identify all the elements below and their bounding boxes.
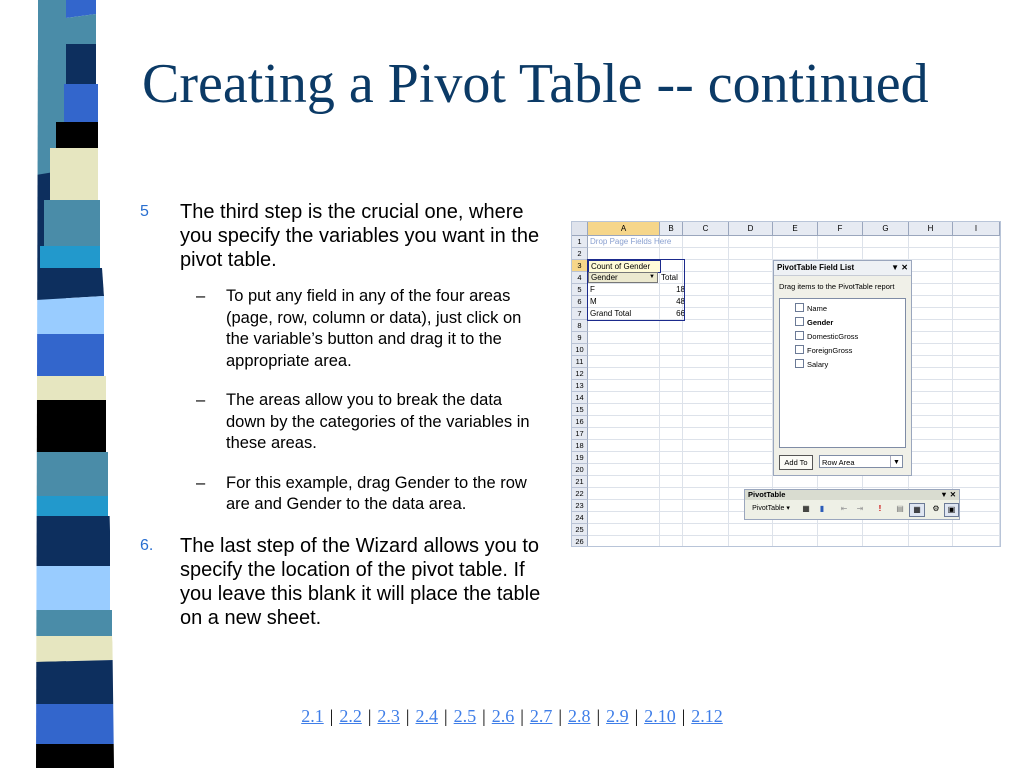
include-hidden-items-icon[interactable]: ▤ xyxy=(896,504,904,513)
gridline xyxy=(588,523,1000,524)
excel-screenshot xyxy=(571,221,1001,547)
stripe xyxy=(66,14,96,44)
bullet-number: 5 xyxy=(140,203,149,220)
dash-marker: – xyxy=(196,391,206,409)
row-header[interactable]: 18 xyxy=(572,440,588,452)
show-field-list-icon[interactable]: ▣ xyxy=(944,503,959,517)
stripe xyxy=(36,296,104,334)
column-header[interactable]: G xyxy=(863,222,909,236)
stripe xyxy=(36,566,110,610)
slide-content xyxy=(140,200,545,644)
stripe xyxy=(50,148,98,200)
column-header[interactable]: D xyxy=(729,222,773,236)
page-link[interactable]: 2.10 xyxy=(644,706,676,726)
sub-bullet-text: To put any field in any of the four areas (page, row, column or data), just click on the variable’s button and drag it to the appropriate area. xyxy=(226,287,522,370)
field-settings-icon[interactable]: ⚙ xyxy=(932,504,940,513)
stripe xyxy=(36,744,114,768)
close-icon[interactable]: ▼ ✕ xyxy=(891,263,908,272)
column-header[interactable]: F xyxy=(818,222,863,236)
row-header[interactable]: 15 xyxy=(572,404,588,416)
page-link[interactable]: 2.8 xyxy=(567,706,591,726)
column-header[interactable]: I xyxy=(953,222,1000,236)
pivot-table-outline xyxy=(587,259,685,321)
chart-wizard-icon[interactable]: ▮ xyxy=(819,504,825,513)
row-header[interactable]: 6 xyxy=(572,296,588,308)
row-header[interactable]: 1 xyxy=(572,236,588,248)
grand-total-label: Grand Total xyxy=(590,309,632,318)
close-icon[interactable]: ▼ ✕ xyxy=(940,490,956,499)
column-header[interactable]: B xyxy=(660,222,683,236)
row-header[interactable]: 2 xyxy=(572,248,588,260)
stripe xyxy=(36,400,106,452)
toolbar-titlebar[interactable] xyxy=(745,490,959,500)
row-header[interactable]: 26 xyxy=(572,536,588,547)
stripe xyxy=(66,44,96,84)
stripe xyxy=(64,84,98,122)
stripe xyxy=(0,0,38,60)
stripe xyxy=(36,334,104,376)
row-header[interactable]: 8 xyxy=(572,320,588,332)
row-header[interactable]: 19 xyxy=(572,452,588,464)
field-item[interactable] xyxy=(795,345,852,356)
row-label-f: F xyxy=(590,285,595,294)
stripe xyxy=(0,0,38,768)
stripe xyxy=(36,452,108,496)
drop-page-fields-area[interactable]: Drop Page Fields Here xyxy=(590,237,672,246)
select-all-corner[interactable] xyxy=(572,222,588,236)
row-header[interactable]: 14 xyxy=(572,392,588,404)
field-item[interactable] xyxy=(795,317,833,328)
pagination-separator: | xyxy=(558,706,562,726)
slide-title: Creating a Pivot Table -- continued xyxy=(142,53,929,115)
row-header[interactable]: 20 xyxy=(572,464,588,476)
row-header[interactable]: 11 xyxy=(572,356,588,368)
row-label-m: M xyxy=(590,297,597,306)
pagination-separator: | xyxy=(681,706,686,726)
field-label: Name xyxy=(807,304,828,313)
page-link[interactable]: 2.9 xyxy=(606,706,629,726)
stripe xyxy=(44,200,100,246)
sub-bullet xyxy=(140,286,545,372)
chevron-down-icon[interactable]: ▼ xyxy=(890,456,902,467)
stripe xyxy=(36,376,106,400)
row-header[interactable]: 3 xyxy=(572,260,588,272)
column-header[interactable]: A xyxy=(588,222,660,236)
field-checkbox-icon xyxy=(795,359,804,368)
page-link[interactable]: 2.7 xyxy=(529,706,553,726)
always-display-items-icon[interactable]: ▦ xyxy=(909,503,925,517)
pagination-separator: | xyxy=(520,706,524,726)
row-field-label: Gender xyxy=(591,273,618,282)
bullet-text: The last step of the Wizard allows you to specify the location of the pivot table. If you leave this blank it will place the table on a new sheet. xyxy=(180,534,541,629)
pagination-separator: | xyxy=(482,706,486,726)
field-item[interactable] xyxy=(795,331,858,342)
bullet-number: 6. xyxy=(140,536,154,554)
dash-marker: – xyxy=(196,287,206,305)
sub-bullet-text: The areas allow you to break the data down by the categories of the variables in these areas. xyxy=(226,391,530,452)
dash-marker: – xyxy=(196,473,206,492)
pagination-separator: | xyxy=(367,706,372,726)
sub-bullet xyxy=(140,390,545,455)
grand-total-value: 66 xyxy=(676,309,685,318)
total-header: Total xyxy=(661,273,678,282)
row-header[interactable]: 12 xyxy=(572,368,588,380)
row-header[interactable]: 7 xyxy=(572,308,588,320)
gridline xyxy=(588,487,1000,488)
field-list-instruction: Drag items to the PivotTable report xyxy=(779,282,895,291)
field-item[interactable] xyxy=(795,303,827,314)
field-checkbox-icon xyxy=(795,345,804,354)
bullet-step-5 xyxy=(140,200,545,272)
refresh-data-icon[interactable]: ! xyxy=(878,504,882,513)
page-link[interactable]: 2.3 xyxy=(377,706,400,726)
page-link[interactable]: 2.6 xyxy=(491,706,515,726)
row-header[interactable]: 4 xyxy=(572,272,588,284)
pagination-separator: | xyxy=(329,706,334,726)
page-link[interactable]: 2.1 xyxy=(301,706,324,726)
row-header[interactable]: 21 xyxy=(572,476,588,488)
stripe xyxy=(40,246,100,268)
row-header[interactable]: 17 xyxy=(572,428,588,440)
value-m: 48 xyxy=(676,297,685,306)
row-header[interactable]: 5 xyxy=(572,284,588,296)
pivottable-field-list-panel xyxy=(773,260,912,476)
field-list-titlebar[interactable] xyxy=(774,261,911,276)
decorative-stripe-band xyxy=(0,0,140,768)
stripe xyxy=(36,496,108,516)
field-label: Salary xyxy=(807,360,829,369)
stripe xyxy=(36,660,114,704)
show-detail-icon[interactable]: ⇥ xyxy=(856,504,864,513)
area-select[interactable] xyxy=(819,455,903,468)
gridline xyxy=(588,247,1000,248)
toolbar-buttons xyxy=(747,502,957,517)
value-f: 18 xyxy=(676,285,685,294)
stripe xyxy=(36,268,104,300)
field-item[interactable] xyxy=(795,359,828,370)
sub-bullet-text: For this example, drag Gender to the row are and Gender to the data area. xyxy=(226,473,527,513)
field-checkbox-icon xyxy=(795,317,804,326)
field-label: Gender xyxy=(807,318,834,327)
pivottable-toolbar xyxy=(744,489,960,520)
page-link[interactable]: 2.2 xyxy=(339,706,362,726)
field-list-items xyxy=(779,298,906,448)
count-of-gender-button[interactable]: Count of Gender xyxy=(588,260,661,273)
gridline xyxy=(588,535,1000,536)
page-link[interactable]: 2.12 xyxy=(691,706,723,726)
row-header[interactable]: 13 xyxy=(572,380,588,392)
bullet-text: The third step is the crucial one, where you specify the variables you want in the pivot table. xyxy=(180,201,540,271)
stripe xyxy=(56,122,98,148)
field-label: DomesticGross xyxy=(807,332,859,341)
field-list-title: PivotTable Field List xyxy=(777,263,855,272)
stripe xyxy=(36,516,110,566)
pagination-separator: | xyxy=(596,706,601,726)
page-link[interactable]: 2.5 xyxy=(453,706,477,726)
pagination-separator: | xyxy=(405,706,410,726)
field-label: ForeignGross xyxy=(807,346,853,355)
pagination-separator: | xyxy=(634,706,639,726)
chevron-down-icon[interactable]: ▼ xyxy=(649,274,655,280)
toolbar-title: PivotTable xyxy=(748,490,786,499)
row-header[interactable]: 24 xyxy=(572,512,588,524)
pivottable-menu-button[interactable]: PivotTable ▾ xyxy=(752,505,790,512)
row-header[interactable]: 10 xyxy=(572,344,588,356)
field-checkbox-icon xyxy=(795,303,804,312)
stripe xyxy=(36,636,114,662)
sub-bullet xyxy=(140,473,545,516)
bullet-step-6 xyxy=(140,534,545,630)
field-checkbox-icon xyxy=(795,331,804,340)
row-header[interactable]: 22 xyxy=(572,488,588,500)
column-header[interactable]: C xyxy=(683,222,729,236)
row-header[interactable]: 25 xyxy=(572,524,588,536)
pagination-separator: | xyxy=(444,706,448,726)
slide-pagination xyxy=(0,706,1024,727)
area-select-value: Row Area xyxy=(822,458,855,467)
row-header[interactable]: 9 xyxy=(572,332,588,344)
add-to-button[interactable]: Add To xyxy=(779,455,813,470)
row-header[interactable]: 16 xyxy=(572,416,588,428)
hide-detail-icon[interactable]: ⇤ xyxy=(840,504,848,513)
format-report-icon[interactable]: ▦ xyxy=(802,504,810,513)
column-header[interactable]: E xyxy=(773,222,818,236)
column-header[interactable]: H xyxy=(909,222,953,236)
page-link[interactable]: 2.4 xyxy=(415,706,439,726)
stripe xyxy=(36,610,112,636)
row-header[interactable]: 23 xyxy=(572,500,588,512)
